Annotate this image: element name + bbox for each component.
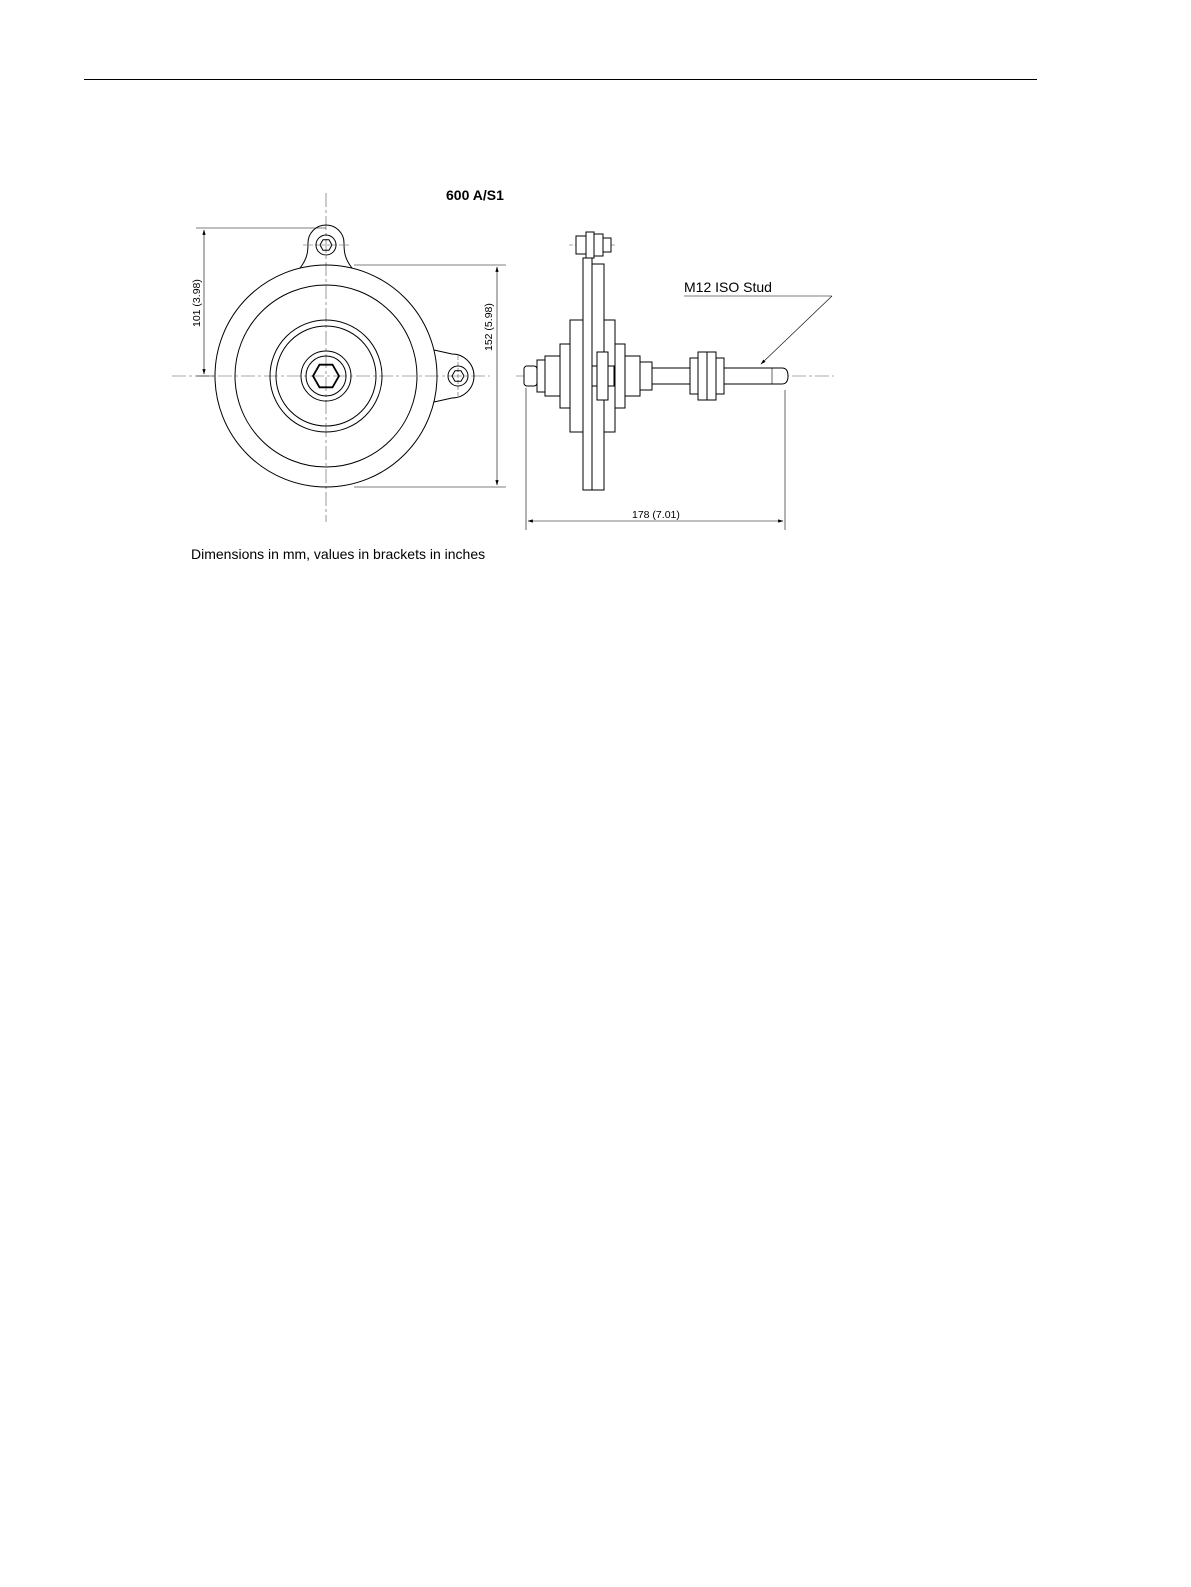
figure-caption: Dimensions in mm, values in brackets in inches	[191, 546, 486, 562]
dimension-lug-height: 101 (3.98)	[191, 279, 203, 327]
callout-stud-label: M12 ISO Stud	[684, 279, 772, 295]
dimension-overall-length: 178 (7.01)	[632, 509, 680, 521]
side-view	[516, 232, 834, 530]
dimension-body-diameter: 152 (5.98)	[483, 303, 495, 351]
front-view	[172, 193, 506, 522]
technical-drawing	[0, 0, 1191, 620]
figure-title: 600 A/S1	[446, 187, 504, 203]
